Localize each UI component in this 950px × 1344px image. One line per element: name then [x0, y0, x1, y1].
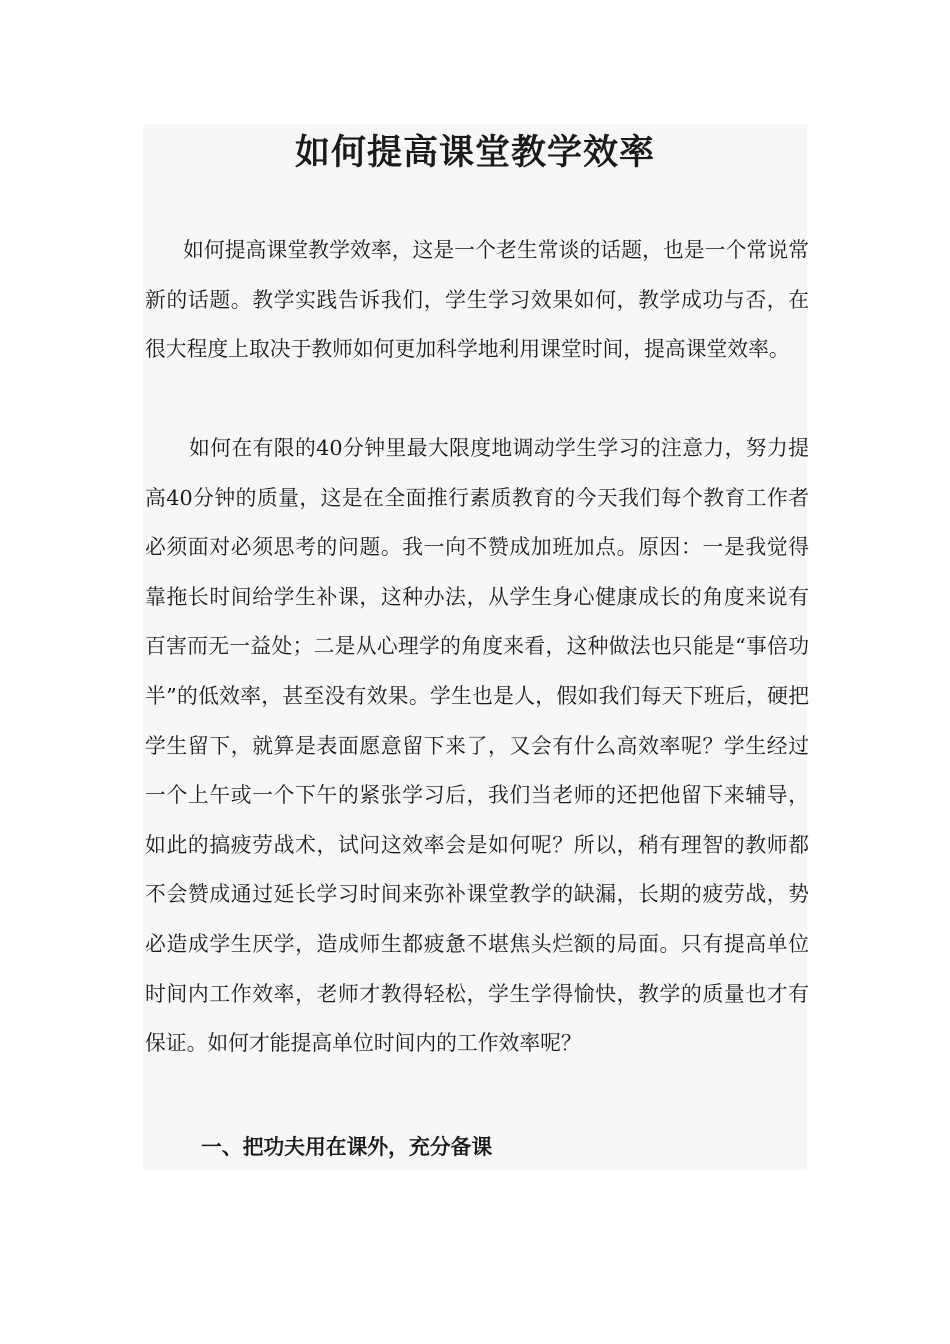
body-paragraph-main: 如何在有限的40分钟里最大限度地调动学生学习的注意力，努力提高40分钟的质量，这是在全面推行素质教育的今天我们每个教育工作者必须面对必须思考的问题。我一向不赞成加班加点。原因：一是我觉得靠拖长时间给学生补课，这种办法，从学生身心健康成长的角度来说有百害而无一益处；二是从心理学的角度来看，这种做法也只能是“事倍功半”的低效率，甚至没有效果。学生也是人，假如我们每天下班后，硬把学生留下，就算是表面愿意留下来了，又会有什么高效率呢？学生经过一个上午或一个下午的紧张学习后，我们当老师的还把他留下来辅导，如此的搞疲劳战术，试问这效率会是如何呢？所以，稍有理智的教师都不会赞成通过延长学习时间来弥补课堂教学的缺漏，长期的疲劳战，势必造成学生厌学，造成师生都疲惫不堪焦头烂额的局面。只有提高单位时间内工作效率，老师才教得轻松，学生学得愉快，教学的质量也才有保证。如何才能提高单位时间内的工作效率呢？	[145, 436, 809, 1056]
body-paragraph-intro: 如何提高课堂教学效率，这是一个老生常谈的话题，也是一个常说常新的话题。教学实践告诉我们，学生学习效果如何，教学成功与否，在很大程度上取决于教师如何更加科学地利用课堂时间，提高课堂效率。	[145, 238, 809, 362]
document-title: 如何提高课堂教学效率	[294, 132, 655, 173]
section-heading: 一、把功夫用在课外，充分备课	[201, 1134, 493, 1159]
